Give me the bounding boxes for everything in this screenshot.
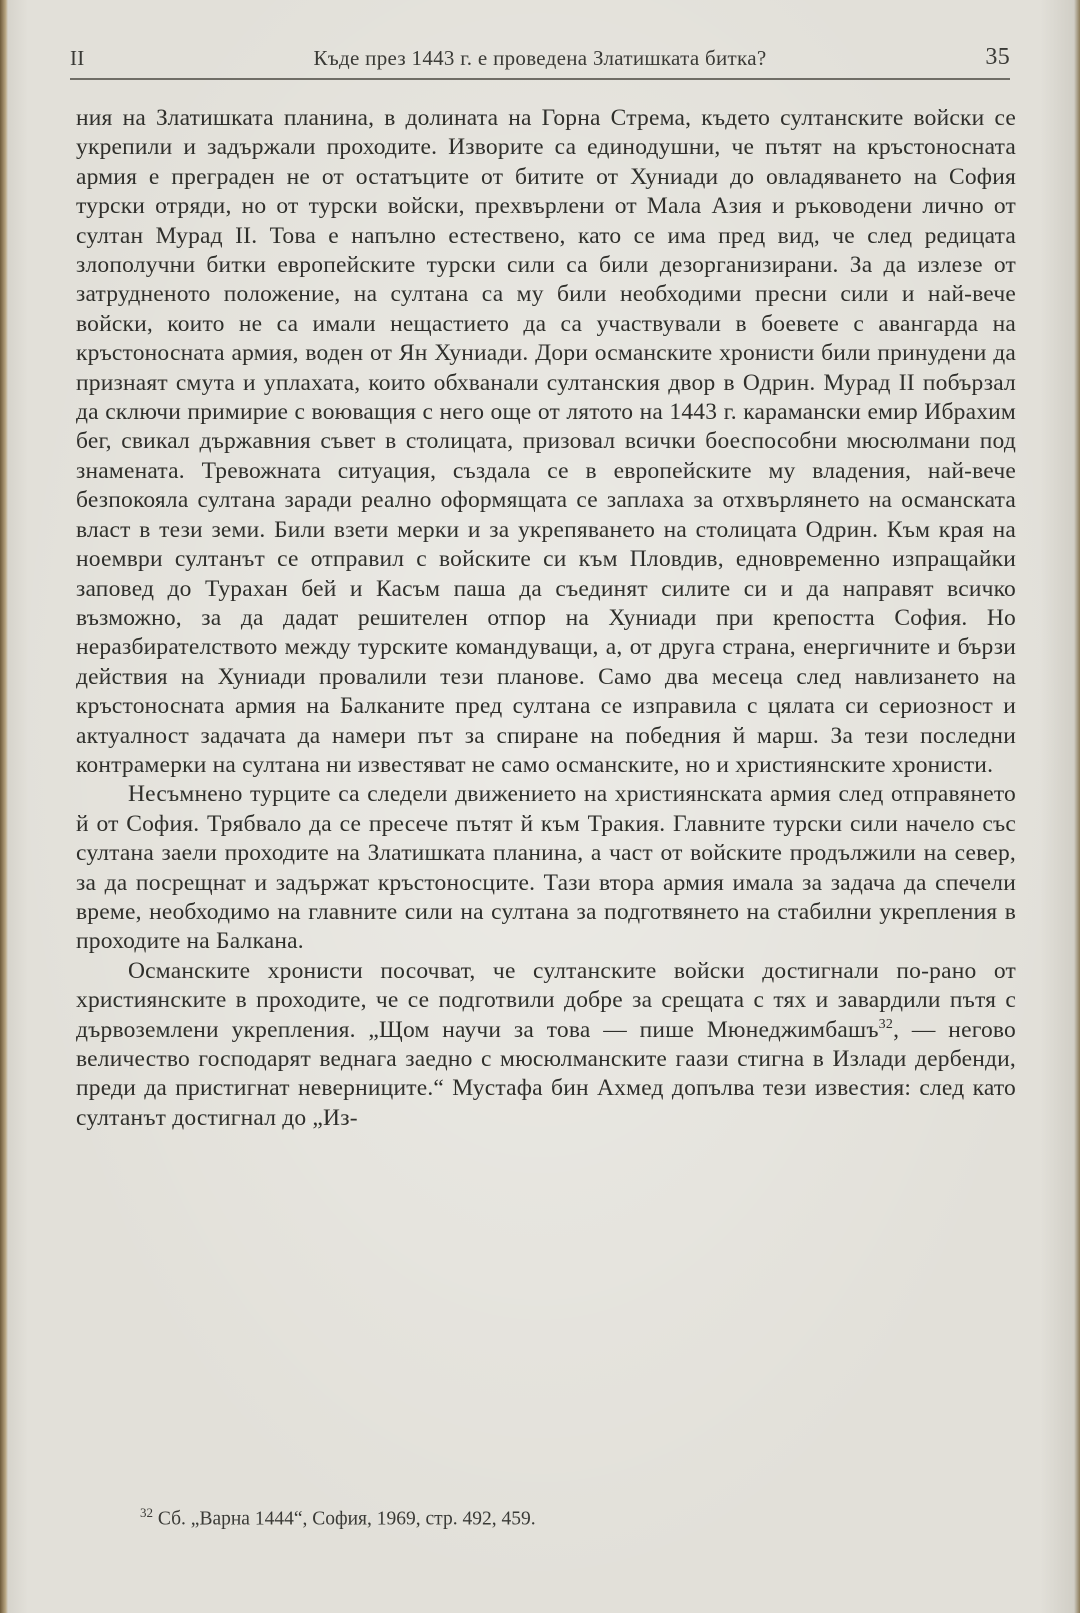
footnote: [140, 1500, 1000, 1533]
footnote-text: Сб. „Варна 1444“, София, 1969, стр. 492, 459.: [153, 1508, 536, 1530]
page-number: 35: [985, 44, 1010, 70]
footnote-reference[interactable]: 32: [878, 1016, 894, 1032]
header-rule: [70, 78, 1010, 80]
paragraph-2: Несъмнено турците са следели движението на християнската армия след отправянето й от София. Трябвало да се пресече пътят й към Тракия. Главните турски сили начело със султана заели проходите на Златишката планина, а част от войските продължили на север, за да посрещнат и задържат кръстоносците. Тази втора армия имала за задача да спечели време, необходимо на главните сили на султана за подготвянето на стабилни укрепления в проходите на Балкана.: [76, 781, 1016, 955]
body-text: [76, 104, 1016, 1133]
running-header: [70, 42, 1010, 76]
paragraph-3: [76, 957, 1016, 1133]
paragraph-1: ния на Златишката планина, в долината на Горна Стрема, където султанските войски се укрепили и задържали проходите. Изворите са единодушни, че пътят на кръстоносната армия е преграден не от остатъците от битите от Хуниади до овладяването на София турски отряди, но от турски войски, прехвърлени от Мала Азия и ръководени лично от султан Мурад II. Това е напълно естествено, като се има пред вид, че след редицата злополучни битки европейските турски сили са били дезорганизирани. За да излезе от затрудненото положение, на султана са му били необходими пресни сили и най-вече войски, които не са имали нещастието да са участвували в боевете с авангарда на кръстоносната армия, воден от Ян Хуниади. Дори османските хронисти били принудени да признаят смута и уплахата, които обхванали султанския двор в Одрин. Мурад II побързал да сключи примирие с воюващия с него още от лятото на 1443 г. карамански емир Ибрахим бег, свикал държавния съвет в столицата, призовал всички боеспособни мюсюлмани под знамената. Тревожната ситуация, създала се в европейските му владения, най-вече безпокояла султана заради реално оформящата се заплаха за отхвърлянето на османската власт в тези земи. Били взети мерки и за укрепяването на столицата Одрин. Към края на ноември султанът се отправил с войските си към Пловдив, едновременно изпращайки заповед до Турахан бей и Касъм паша да съединят силите си и да направят всичко възможно, за да дадат решителен отпор на Хуниади при крепостта София. Но неразбирателството между турските командуващи, а, от друга страна, енергичните и бързи действия на Хуниади провалили тези планове. Само два месеца след навлизането на кръстоносната армия на Балканите пред султана се изправила с цялата си сериозност и актуалност задачата да намери път за спиране на победния й марш. За тези последни контрамерки на султана ни известяват не само османските, но и християнските хронисти.: [76, 105, 1016, 778]
chapter-number: II: [70, 46, 85, 70]
page-spine-shadow: [0, 0, 8, 1613]
paragraph-3-text-a: Османските хронисти посочват, че султанските войски достигнали по-рано от християнските в проходите, че се подготвили добре за срещата с тях и завардили пътя с дървоземлени укрепления. „Щом научи за това — пише Мюнеджимбашъ: [76, 957, 1016, 1043]
running-title: Къде през 1443 г. е проведена Златишката битка?: [313, 46, 767, 70]
paragraph-3-text-b: , — негово величество господарят веднага заедно с мюсюлманските гаази стигна в Излади дербенди, преди да пристигнат неверниците.“ Мустафа бин Ахмед допълва тези известия: след като султанът достигнал до „Из-: [76, 1016, 1016, 1131]
footnote-marker: 32: [140, 1505, 153, 1520]
page-edge-shadow: [1074, 0, 1080, 1613]
